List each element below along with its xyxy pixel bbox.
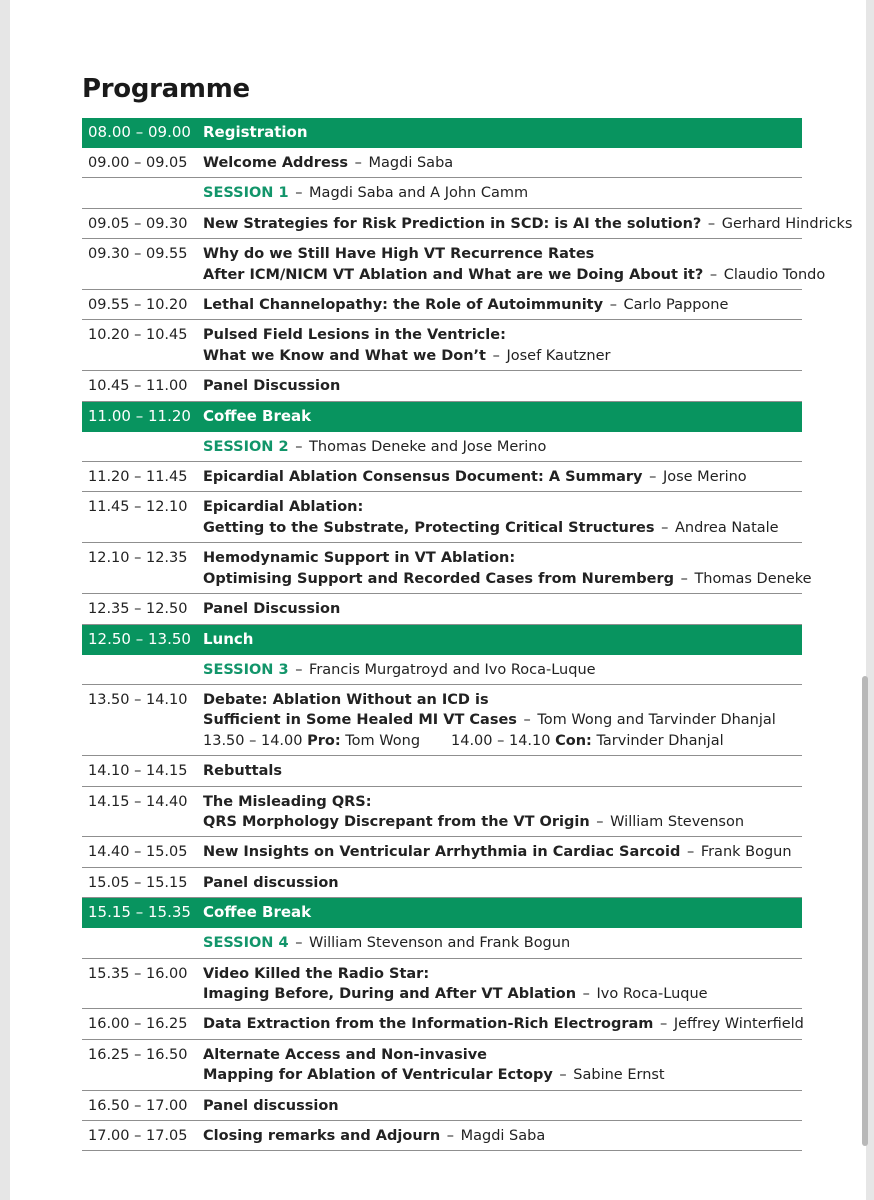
programme-row <box>82 492 802 543</box>
session-row <box>82 178 802 208</box>
pro-time: 13.50 – 14.00 <box>203 732 303 749</box>
programme-row <box>82 837 802 867</box>
time-slot: 12.35 – 12.50 <box>88 601 188 618</box>
talk-title: Why do we Still Have High VT Recurrence Rates <box>203 246 595 263</box>
talk-title-line-1 <box>203 792 802 812</box>
time-slot: 11.45 – 12.10 <box>88 499 188 516</box>
talk-content <box>203 153 802 173</box>
time-slot-empty <box>82 437 203 457</box>
session-chairs: Magdi Saba and A John Camm <box>309 185 529 202</box>
talk-content <box>203 964 802 1005</box>
speaker-name: Ivo Roca-Luque <box>596 985 708 1002</box>
speaker-name: Carlo Pappone <box>623 297 729 314</box>
programme-row <box>82 290 802 320</box>
time-slot: 10.20 – 10.45 <box>88 327 188 344</box>
talk-title-line-1 <box>203 690 802 710</box>
talk-title: Optimising Support and Recorded Cases from Nuremberg <box>203 570 674 587</box>
time-slot: 15.35 – 16.00 <box>88 965 188 982</box>
break-row <box>82 402 802 432</box>
time-slot: 09.55 – 10.20 <box>88 297 188 314</box>
session-row <box>82 655 802 685</box>
talk-content <box>203 497 802 538</box>
debate-pro <box>203 731 451 751</box>
session-content <box>203 183 802 203</box>
programme-row <box>82 462 802 492</box>
con-time: 14.00 – 14.10 <box>451 732 551 749</box>
programme-row <box>82 239 826 290</box>
talk-title: What we Know and What we Don’t <box>203 347 486 364</box>
time-slot: 14.10 – 14.15 <box>88 763 188 780</box>
separator: – <box>295 661 303 678</box>
talk-title: Debate: Ablation Without an ICD is <box>203 691 489 708</box>
pro-label: Pro: <box>307 732 341 749</box>
separator: – <box>596 813 604 830</box>
session-row <box>82 432 802 462</box>
talk-title: The Misleading QRS: <box>203 793 372 810</box>
talk-title-line-1 <box>203 497 802 517</box>
talk-content <box>203 792 802 833</box>
separator: – <box>609 297 617 314</box>
programme-row <box>82 320 802 371</box>
talk-title: Hemodynamic Support in VT Ablation: <box>203 550 516 567</box>
time-slot: 12.50 – 13.50 <box>88 629 191 648</box>
speaker-name: Sabine Ernst <box>573 1067 665 1084</box>
separator: – <box>492 347 500 364</box>
debate-sides <box>203 731 802 751</box>
time-slot: 16.50 – 17.00 <box>88 1097 188 1114</box>
time-slot: 09.05 – 09.30 <box>88 215 188 232</box>
time-slot: 11.20 – 11.45 <box>88 469 188 486</box>
time-slot: 12.10 – 12.35 <box>88 550 188 567</box>
session-content <box>203 437 802 457</box>
separator: – <box>582 985 590 1002</box>
talk-title: After ICM/NICM VT Ablation and What are we Doing About it? <box>203 266 704 283</box>
separator: – <box>707 215 716 232</box>
separator: – <box>559 1067 567 1084</box>
time-slot: 15.05 – 15.15 <box>88 874 188 891</box>
talk-content <box>203 599 802 619</box>
talk-title: Pulsed Field Lesions in the Ventricle: <box>203 327 506 344</box>
time-slot: 10.45 – 11.00 <box>88 378 188 395</box>
speaker-name: Josef Kautzner <box>506 347 611 364</box>
talk-title-line-2 <box>203 346 802 366</box>
pro-speaker: Tom Wong <box>345 732 421 749</box>
talk-title: New Insights on Ventricular Arrhythmia in Cardiac Sarcoid <box>203 844 681 861</box>
speaker-name: Frank Bogun <box>700 844 792 861</box>
speaker-name: Jeffrey Winterfield <box>673 1016 804 1033</box>
session-row <box>82 928 802 958</box>
speaker-name: Gerhard Hindricks <box>721 215 853 232</box>
talk-content <box>203 1126 802 1146</box>
talk-content <box>203 325 802 366</box>
talk-title: Epicardial Ablation Consensus Document: A Summary <box>203 469 643 486</box>
separator: – <box>295 438 303 455</box>
session-label: SESSION 1 <box>203 185 289 202</box>
separator: – <box>446 1128 454 1144</box>
talk-title: Imaging Before, During and After VT Ablation <box>203 985 577 1002</box>
programme-row <box>82 594 802 624</box>
speaker-name: Magdi Saba <box>460 1128 546 1144</box>
programme-row <box>82 209 853 239</box>
programme-row <box>82 756 802 786</box>
time-slot: 09.00 – 09.05 <box>88 155 188 171</box>
time-slot: 09.30 – 09.55 <box>88 246 188 263</box>
talk-content <box>203 376 802 396</box>
speaker-name: Jose Merino <box>662 469 747 486</box>
talk-content <box>203 1045 802 1086</box>
talk-content <box>203 244 825 285</box>
talk-title-line-2 <box>203 984 802 1004</box>
talk-content <box>203 214 852 234</box>
separator: – <box>295 935 303 952</box>
programme-page <box>10 0 866 1200</box>
separator: – <box>649 469 657 486</box>
session-chairs: William Stevenson and Frank Bogun <box>309 935 571 952</box>
talk-title-line-2 <box>203 710 802 730</box>
talk-content <box>203 690 802 751</box>
talk-title: Closing remarks and Adjourn <box>203 1128 441 1144</box>
talk-title: Getting to the Substrate, Protecting Critical Structures <box>203 519 655 536</box>
separator: – <box>709 266 718 283</box>
time-slot-empty <box>82 183 203 203</box>
talk-title: Panel Discussion <box>203 378 341 395</box>
time-slot-empty <box>82 933 203 953</box>
talk-title: Panel discussion <box>203 874 339 891</box>
session-content <box>203 660 802 680</box>
page-title: Programme <box>82 74 250 104</box>
programme-row <box>82 685 802 756</box>
vertical-scrollbar[interactable] <box>862 676 868 1146</box>
session-label: SESSION 3 <box>203 661 289 678</box>
break-row <box>82 625 802 655</box>
time-slot: 14.40 – 15.05 <box>88 844 188 861</box>
talk-title-line-2 <box>203 265 825 285</box>
separator: – <box>686 844 695 861</box>
separator: – <box>523 712 531 729</box>
talk-title-line-1 <box>203 325 802 345</box>
talk-title: Welcome Address <box>203 155 349 171</box>
talk-title-line-1 <box>203 964 802 984</box>
talk-content <box>203 1096 802 1116</box>
talk-content <box>203 467 802 487</box>
talk-content <box>203 295 802 315</box>
talk-title-line-1 <box>203 548 812 568</box>
time-slot: 15.15 – 15.35 <box>88 903 191 922</box>
programme-row <box>82 959 802 1010</box>
break-label: Coffee Break <box>203 406 312 425</box>
programme-row <box>82 787 802 838</box>
talk-title: Data Extraction from the Information-Rich Electrogram <box>203 1016 654 1033</box>
programme-row <box>82 543 812 594</box>
talk-title-line-2 <box>203 1065 802 1085</box>
programme-row <box>82 371 802 401</box>
talk-title: Video Killed the Radio Star: <box>203 965 430 982</box>
talk-title-line-1 <box>203 244 825 264</box>
break-label: Lunch <box>203 629 254 648</box>
talk-title: Epicardial Ablation: <box>203 499 364 516</box>
programme-table <box>82 118 853 1151</box>
talk-title-line-2 <box>203 569 812 589</box>
break-label: Registration <box>203 123 308 141</box>
separator: – <box>659 1016 668 1033</box>
time-slot: 16.00 – 16.25 <box>88 1016 188 1033</box>
session-chairs: Francis Murgatroyd and Ivo Roca-Luque <box>309 661 596 678</box>
speaker-name: Magdi Saba <box>368 155 454 171</box>
session-label: SESSION 2 <box>203 438 289 455</box>
separator: – <box>680 570 688 587</box>
time-slot: 11.00 – 11.20 <box>88 406 191 425</box>
debate-con <box>451 731 724 751</box>
talk-title-line-1 <box>203 1045 802 1065</box>
programme-row <box>82 1040 802 1091</box>
programme-row <box>82 868 802 898</box>
talk-title: Lethal Channelopathy: the Role of Autoimmunity <box>203 297 604 314</box>
separator: – <box>354 155 362 171</box>
con-label: Con: <box>555 732 592 749</box>
speaker-name: Thomas Deneke <box>694 570 812 587</box>
time-slot: 17.00 – 17.05 <box>88 1128 188 1144</box>
talk-title: QRS Morphology Discrepant from the VT Origin <box>203 813 590 830</box>
separator: – <box>295 185 303 202</box>
session-chairs: Thomas Deneke and Jose Merino <box>309 438 547 455</box>
speaker-name: Tom Wong and Tarvinder Dhanjal <box>537 712 776 729</box>
talk-title-line-2 <box>203 518 802 538</box>
break-row <box>82 118 802 148</box>
talk-content <box>203 761 802 781</box>
break-row <box>82 898 802 928</box>
talk-content <box>203 842 802 862</box>
time-slot: 13.50 – 14.10 <box>88 691 188 708</box>
time-slot: 16.25 – 16.50 <box>88 1046 188 1063</box>
talk-title: Panel discussion <box>203 1097 339 1114</box>
programme-row <box>82 148 802 178</box>
programme-row <box>82 1121 802 1151</box>
speaker-name: William Stevenson <box>610 813 745 830</box>
talk-title: New Strategies for Risk Prediction in SCD: is AI the solution? <box>203 215 702 232</box>
session-label: SESSION 4 <box>203 935 289 952</box>
talk-content <box>203 548 812 589</box>
talk-title: Rebuttals <box>203 763 282 780</box>
talk-title: Alternate Access and Non-invasive <box>203 1046 487 1063</box>
con-speaker: Tarvinder Dhanjal <box>596 732 724 749</box>
talk-title: Sufficient in Some Healed MI VT Cases <box>203 712 517 729</box>
programme-row <box>82 1091 802 1121</box>
talk-content <box>203 1014 804 1034</box>
talk-title-line-2 <box>203 812 802 832</box>
programme-row <box>82 1009 802 1039</box>
talk-title: Mapping for Ablation of Ventricular Ectopy <box>203 1067 553 1084</box>
session-content <box>203 933 802 953</box>
break-label: Coffee Break <box>203 903 312 922</box>
separator: – <box>661 519 669 536</box>
time-slot: 14.15 – 14.40 <box>88 793 188 810</box>
talk-title: Panel Discussion <box>203 601 341 618</box>
talk-content <box>203 873 802 893</box>
time-slot-empty <box>82 660 203 680</box>
speaker-name: Claudio Tondo <box>723 266 826 283</box>
time-slot: 08.00 – 09.00 <box>88 123 191 141</box>
speaker-name: Andrea Natale <box>674 519 779 536</box>
